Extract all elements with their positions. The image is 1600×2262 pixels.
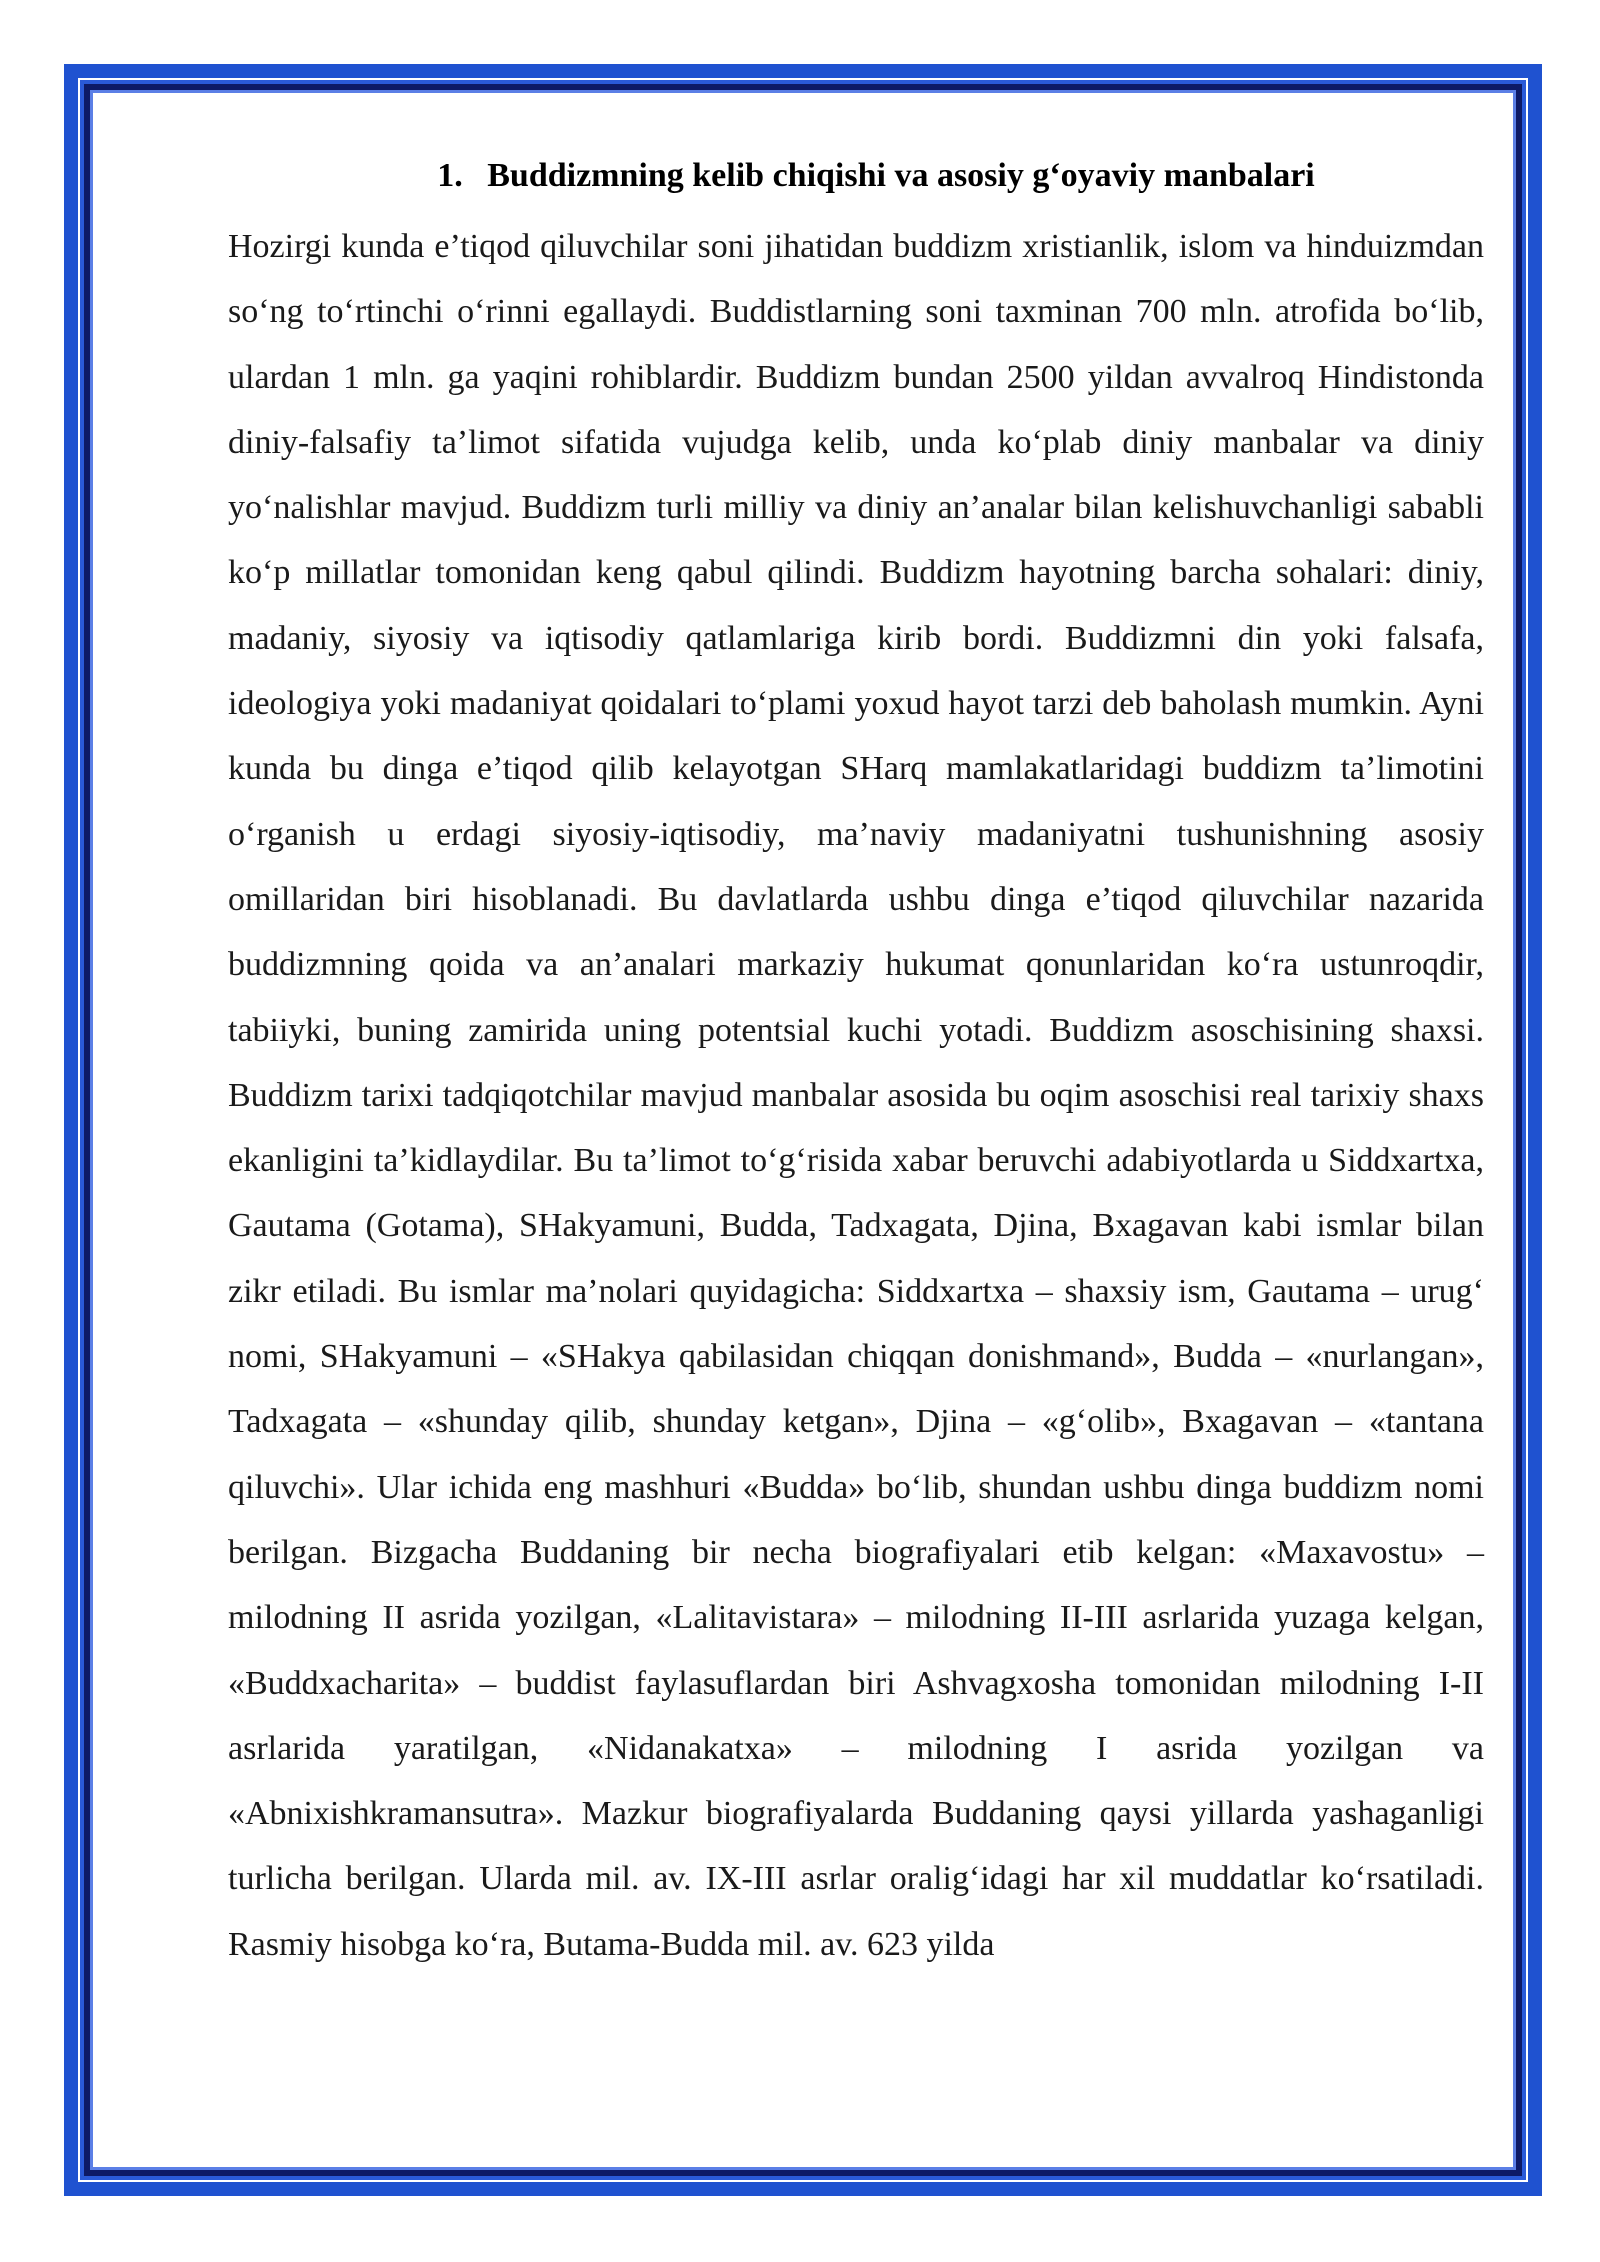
body-paragraph: Hozirgi kunda e’tiqod qiluvchilar soni jihatidan buddizm xristianlik, islom va hinduizmdan so‘ng to‘rtinchi o‘rinni egallaydi. Buddistlarning soni taxminan 700 mln. atrofida bo‘lib, ulardan 1 mln. ga yaqini rohiblardir. Buddizm bundan 2500 yildan avvalroq Hindistonda diniy-falsafiy ta’limot sifatida vujudga kelib, unda ko‘plab diniy manbalar va diniy yo‘nalishlar mavjud. Buddizm turli milliy va diniy an’analar bilan kelishuvchanligi sababli ko‘p millatlar tomonidan keng qabul qilindi. Buddizm hayotning barcha sohalari: diniy, madaniy, siyosiy va iqtisodiy qatlamlariga kirib bordi. Buddizmni din yoki falsafa, ideologiya yoki madaniyat qoidalari to‘plami yoxud hayot tarzi deb baholash mumkin. Ayni kunda bu dinga e’tiqod qilib kelayotgan SHarq mamlakatlaridagi buddizm ta’limotini o‘rganish u erdagi siyosiy-iqtisodiy, ma’naviy madaniyatni tushunishning asosiy omillaridan biri hisoblanadi. Bu davlatlarda ushbu dinga e’tiqod qiluvchilar nazarida buddizmning qoida va an’analari markaziy hukumat qonunlaridan ko‘ra ustunroqdir, tabiiyki, buning zamirida uning potentsial kuchi yotadi. Buddizm asoschisining shaxsi. Buddizm tarixi tadqiqotchilar mavjud manbalar asosida bu oqim asoschisi real tarixiy shaxs ekanligini ta’kidlaydilar. Bu ta’limot to‘g‘risida xabar beruvchi adabiyotlarda u Siddxartxa, Gautama (Gotama), SHakyamuni, Budda, Tadxagata, Djina, Bxagavan kabi ismlar bilan zikr etiladi. Bu ismlar ma’nolari quyidagicha: Siddxartxa – shaxsiy ism, Gautama – urug‘ nomi, SHakyamuni – «SHakya qabilasidan chiqqan donishmand», Budda – «nurlangan», Tadxagata – «shunday qilib, shunday ketgan», Djina – «g‘olib», Bxagavan – «tantana qiluvchi». Ular ichida eng mashhuri «Budda» bo‘lib, shundan ushbu dinga buddizm nomi berilgan. Bizgacha Buddaning bir necha biografiyalari etib kelgan: «Maxavostu» – milodning II asrida yozilgan, «Lalitavistara» – milodning II-III asrlarida yuzaga kelgan, «Buddxacharita» – buddist faylasuflardan biri Ashvagxosha tomonidan milodning I-II asrlarida yaratilgan, «Nidanakatxa» – milodning I asrida yozilgan va «Abnixishkramansutra». Mazkur biografiyalarda Buddaning qaysi yillarda yashaganligi turlicha berilgan. Ularda mil. av. IX-III asrlar oralig‘idagi har xil muddatlar ko‘rsatiladi. Rasmiy hisobga ko‘ra, Butama-Budda mil. av. 623 yilda [228,228,1484,1963]
section-title: Buddizmning kelib chiqishi va asosiy g‘oyaviy manbalari [487,157,1315,194]
document-content [228,150,1484,1977]
section-heading [228,150,1484,202]
section-number: 1. [437,157,463,194]
